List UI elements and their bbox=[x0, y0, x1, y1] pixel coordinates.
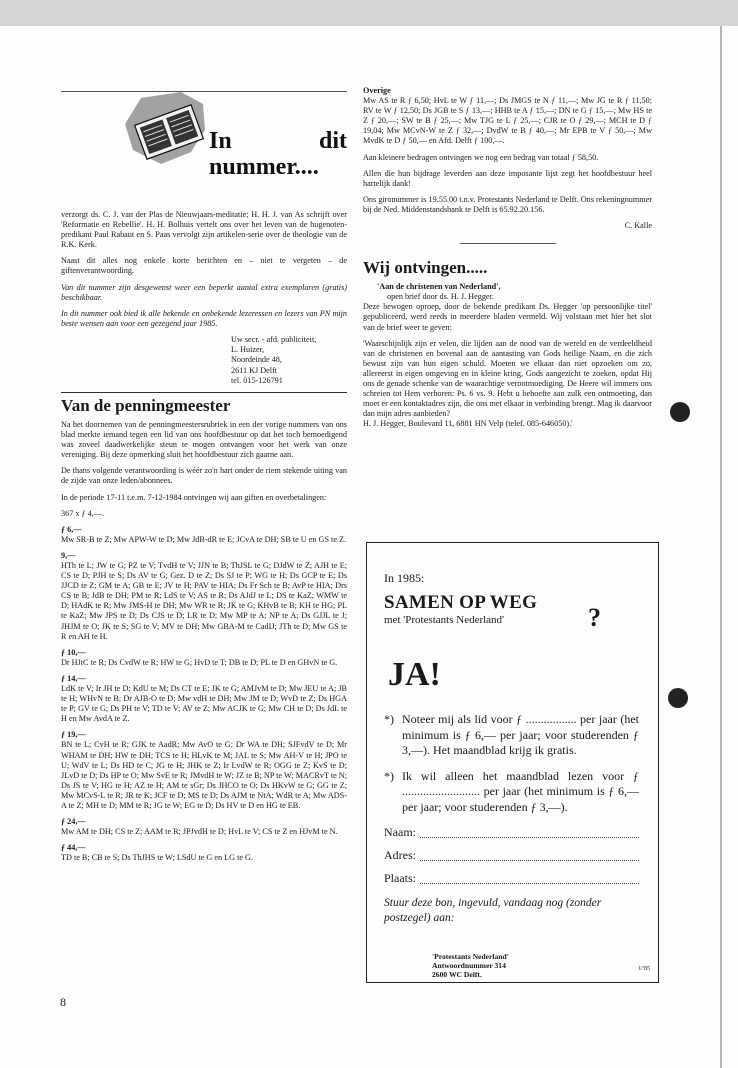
gift-list: Mw SR-B te Z; Mw APW-W te D; Mw JdB-dR te E; JCvA te DH; SB te U en GS te Z. bbox=[61, 534, 347, 544]
section-heading-penningmeester: Van de penningmeester bbox=[61, 392, 347, 415]
section-heading-ontvingen: Wij ontvingen..... bbox=[363, 258, 488, 278]
reply-address-line: Antwoordnummer 314 bbox=[432, 961, 506, 971]
address-line: Uw secr. - afd. publiciteit, bbox=[231, 334, 317, 344]
letter-quote: 'Waarschijnlijk zijn er velen, die lijden aan de nood van de wereld en de verdeeldheid van de christenen en bovenal aan de aantasting van Gods heilige Naam, en die zich bewust zijn van hun eigen schuld. Moeten we elkaar dan niet opzoeken om zo, allereerst in eigen omgeving en in kleine kring, Gods aangezicht te zoeken, opdat Hij ons de genade schenke van de waarachtige verootmoediging. De Heere wil immers ons schreien tot Hem verhoren: Ps. 6 vs. 9. Hebt u behoefte aan zulk een ontmoeting, dan moet er een kontaktadres zijn, die ons met elkaar in verbinding brengt. Mag ik daarvoor dan mijn adres aanbieden? bbox=[363, 338, 652, 419]
place-label: Plaats: bbox=[384, 871, 416, 885]
letter-address: H. J. Hegger, Boulevard 11, 6881 HN Velp (telef. 085-646050).' bbox=[363, 419, 573, 429]
page-number: 8 bbox=[60, 995, 66, 1009]
intro-header bbox=[61, 92, 347, 210]
overige-list: Mw AS te R ƒ 6,50; HvL te W ƒ 11,—; Ds JMGS te N ƒ 11,—; Mw JG te R ƒ 11,50; RV te W ƒ 12,50; Ds JGB te S ƒ 13,—; HHB te A ƒ 15,—; DN te G ƒ 15,—; Mw HS te Z ƒ 20,—; SW te B ƒ 25,—; Mw TJG te L ƒ 25,—; CJR te O ƒ 29,—; MCH te D ƒ 19,04; Mw MCvN-W te Z ƒ 32,—; DvdW te B ƒ 40,—; Mr EPB te V ƒ 50,—; Mw MvdK te D ƒ 50,— en Afd. Delft ƒ 100,—. bbox=[363, 96, 652, 146]
gift-amount: ƒ 14,— bbox=[61, 673, 86, 683]
left-column bbox=[61, 86, 347, 870]
body-paragraph: Deze bewogen oproep, door de bekende predikant Ds. Hegger 'op persoonlijke titel' gepubliceerd, werd reeds in meerdere bladen vermeld. Wij volstaan met hier het slot van de brief weer te geven: bbox=[363, 302, 652, 332]
option-text: Ik wil alleen het maandblad lezen voor ƒ .......................... per jaar (het minimum is ƒ 6,— per jaar; voor studerenden ƒ 3,—). bbox=[402, 768, 639, 814]
body-paragraph: De thans volgende verantwoording is wéér zo'n hart onder de riem stekende uiting van de zijde van onze leden/abonnees. bbox=[61, 466, 347, 486]
gift-list: HTh te L; JW te G; PZ te V; TvdH te V; JJN te B; ThJSL te G; DJdW te Z; AJH te E; CS te D; PJH te S; Ds AV te G; Gez. D te Z; Ds SJ te P; WG te H; Ds GCP te E; Ds JJCD te Z; GM te A; GB te E; JV te H; PAV te HIA; Ds Fr Sch te B; AvP te HIA; Drs CS te B; JdB te DH; PM te R; LdS te V; AS te R; Ds AJdJ te L; DS te KaZ; WMW te D; HAdK te R; Mw JMS-H te DH; Mw WR te R; JK te G; KHvB te B; KH te HG; PL te KaZ; Mw JPS te D; Ds CJS te D; LR te D; Mw MP te A; NP te A; Ds GJJL te J; JHJM te O; JK te S; SG te V; MV te DH; Mw GBA-M te CadIJ; JTh te D; Mw GS te R en AH te H. bbox=[61, 560, 347, 641]
letter-author: open brief door ds. H. J. Hegger. bbox=[387, 292, 494, 302]
body-paragraph: 367 x ƒ 4,—. bbox=[61, 508, 104, 518]
body-paragraph: Ons gironummer is 19.55.00 t.n.v. Protestants Nederland te Delft. Ons rekeningnummer bij de Ned. Middenstandsbank te Delft is 65.92.20.156. bbox=[363, 194, 652, 214]
intro-title: In dit nummer.... bbox=[209, 128, 347, 180]
option-text: Noteer mij als lid voor ƒ ................. per jaar (het minimum is ƒ 6,— per jaar; voor studerenden ƒ 3,—). Het maandblad krijg ik gratis. bbox=[402, 712, 639, 757]
intro-paragraph: Van dit nummer zijn desgewenst weer een beperkt aantal extra exemplaren (gratis) beschikbaar. bbox=[61, 282, 347, 302]
address-line: Noordeinde 48, bbox=[231, 355, 282, 365]
name-blank[interactable] bbox=[420, 825, 639, 838]
body-paragraph: Aan kleinere bedragen ontvingen we nog een bedrag van totaal ƒ 58,50. bbox=[363, 152, 599, 162]
netherlands-map-illustration bbox=[121, 90, 211, 168]
membership-coupon bbox=[366, 542, 659, 983]
gift-amount: ƒ 19,— bbox=[61, 730, 86, 740]
secretary-address bbox=[231, 335, 347, 386]
gift-list: TD te B; CB te S; Ds ThJHS te W; LSdU te G en LG te G. bbox=[61, 853, 254, 863]
body-paragraph: Na het doornemen van de penningmeestersrubriek in een der vorige nummers van ons blad merkte iemand tegen een lid van ons hoofdbestuur op dat het toch bemoedigend was zoveel daadwerkelijke steun te mogen ontvangen voor het werk van onze vereniging. Bij deze opmerking sluit het hoofdbestuur zich gaarne aan. bbox=[61, 419, 347, 460]
gift-amount: ƒ 24,— bbox=[61, 817, 86, 827]
gift-amount: ƒ 44,— bbox=[61, 843, 86, 853]
place-field[interactable] bbox=[384, 871, 639, 886]
option-marker: *) bbox=[384, 768, 394, 783]
right-column bbox=[363, 86, 652, 435]
address-line: 2611 KJ Delft bbox=[231, 365, 278, 375]
coupon-title: SAMEN OP WEG bbox=[384, 592, 538, 613]
body-paragraph: Allen die hun bijdrage leverden aan deze imposante lijst zegt het hoofdbestuur heel hartelijk dank! bbox=[363, 168, 652, 188]
reply-address-line: 'Protestants Nederland' bbox=[432, 952, 509, 961]
option-marker: *) bbox=[384, 712, 394, 726]
question-mark: ? bbox=[588, 603, 601, 632]
reply-address-line: 2600 WC Delft. bbox=[432, 970, 482, 980]
overige-heading: Overige bbox=[363, 86, 391, 95]
option-member[interactable] bbox=[384, 712, 639, 759]
intro-paragraph: Naast dit alles nog enkele korte berichten en – niet te vergeten – de giftenverantwoording. bbox=[61, 256, 347, 276]
gift-list: Dr HJtC te R; Ds CvdW te R; HW te G; HvD te T; DB te D; PL te D en GHvN te G. bbox=[61, 657, 338, 667]
coupon-instruction: Stuur deze bon, ingevuld, vandaag nog (zonder postzegel) aan: bbox=[384, 897, 602, 924]
name-label: Naam: bbox=[384, 825, 416, 839]
signature-kalle: C. Kalle bbox=[624, 221, 652, 231]
intro-paragraph: In dit nummer ook bied ik alle bekende en onbekende lezeressen en lezers van PN mijn beste wensen aan voor een gezegend jaar 1985. bbox=[61, 308, 347, 328]
coupon-year: In 1985: bbox=[384, 571, 425, 585]
address-line: tel. 015-126791 bbox=[231, 375, 283, 385]
scan-top-margin bbox=[0, 0, 738, 26]
name-field[interactable] bbox=[384, 825, 639, 840]
gift-list: LdK te V; Ir JH te D; KdU te M; Ds CT te E; JK te G; AMJvM te D; Mw JEU te A; JB te H; WHvN te B; Dr AJB-O te D; Mw vdH te DH; Mw JM te D; WvD te Z; Ds HGA te P; GV te G; Ds PH te V; TD te V; AV te Z; Mw ACJK te G; Mw CH te D; Ds JdL te H en Mw AvdA te Z. bbox=[61, 684, 347, 724]
coupon-subtitle: met 'Protestants Nederland' bbox=[384, 614, 505, 626]
address-blank[interactable] bbox=[420, 848, 639, 861]
punch-hole bbox=[670, 402, 690, 422]
gift-amount: ƒ 6,— bbox=[61, 524, 82, 534]
coupon-code: 1/'85 bbox=[638, 966, 650, 972]
place-blank[interactable] bbox=[420, 871, 639, 884]
gift-amount: 9,— bbox=[61, 550, 76, 560]
coupon-ja: JA! bbox=[388, 656, 441, 693]
address-label: Adres: bbox=[384, 848, 416, 862]
coupon-content bbox=[384, 571, 639, 980]
reply-address bbox=[432, 952, 639, 980]
gift-list: BN te L; CvH te R; GJK te AadR; Mw AvO te G; Dr WA te DH; SJFvdV te D; Mr WHAM te DH; HW te DH; TCS te H; HLvK te M; JAL te S; Mw AH-V te H; JPO te U; WdV te L; Ds HD te C; JG te H; JHK te Z; Ir LvdW te R; OGG te Z; KvS te D; JLvD te D; Ds HP te O; Mw SvE te R; JMvdH te W; JZ te B; NP te W; MACRvT te N; Ds JS te V; HG te H; AZ te H; AM te sGr; Ds JHCO te O; Ds HKvW te G; GG te Z; Mw MCvS-L te R; JR te K; JCF te D; MS te D; Ds AJM te NtA; WdR te A; Mw ADS-A te Z; MH te D; MM te R; JG te W; EG te D; Ds HV te D en HG te EB. bbox=[61, 740, 347, 811]
punch-hole bbox=[668, 688, 688, 708]
address-field[interactable] bbox=[384, 848, 639, 863]
option-reader[interactable] bbox=[384, 769, 639, 816]
body-paragraph: In de periode 17-11 t.e.m. 7-12-1984 ontvingen wij aan giften en overbetalingen: bbox=[61, 492, 327, 502]
gift-list: Mw AM te DH; CS te Z; AAM te R; JPJvdH te D; HvL te V; CS te Z en HJvM te N. bbox=[61, 827, 338, 837]
gift-amount: ƒ 10,— bbox=[61, 647, 86, 657]
divider bbox=[460, 243, 556, 244]
page-edge bbox=[720, 26, 722, 1068]
letter-title: 'Aan de christenen van Nederland', bbox=[377, 282, 501, 292]
address-line: L. Huizer, bbox=[231, 345, 265, 355]
intro-paragraph: verzorgt ds. C. J. van der Plas de Nieuwjaars-meditatie; H. H. J. van As schrijft over 'Reformatie en Rebellie'. H. H. Bolhuis vertelt ons over het leven van de hugenoten-predikant Paul Rabaut en S. Paas vervolgt zijn artikelen-serie over de theologie van de R.K. Kerk. bbox=[61, 210, 347, 250]
